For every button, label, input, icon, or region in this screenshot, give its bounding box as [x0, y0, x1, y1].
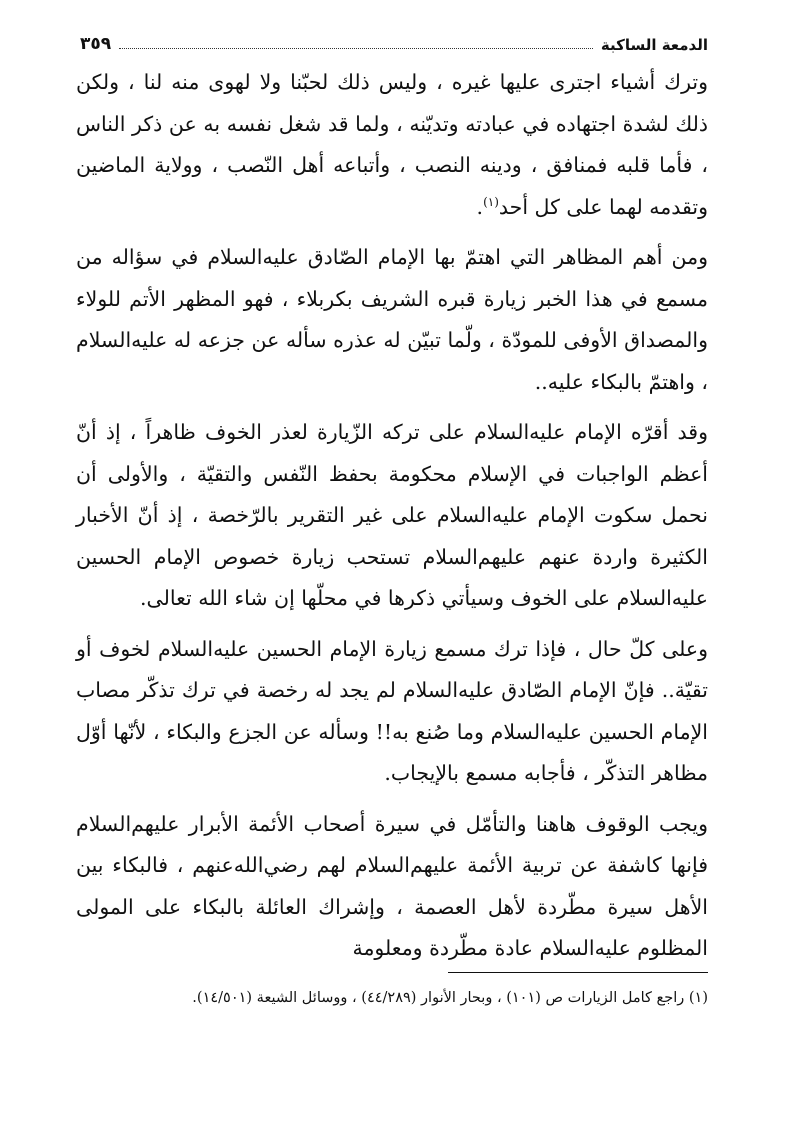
paragraph: وترك أشياء اجترى عليها غيره ، وليس ذلك لحبّنا ولا لهوى منه لنا ، ولكن ذلك لشدة اجتهاده في عبادته وتديّنه ، ولما قد شغل نفسه به عن ذكر الناس ، فأما قلبه فمنافق ، ودينه النصب ، وأتباعه أهل النّصب ، وولاية الماضين وتقدمه لهما على كل أحد$^{(١)}$.	[76, 70, 708, 219]
footnote-divider	[448, 972, 708, 973]
header-dotted-rule	[119, 48, 593, 49]
paragraph: ومن أهم المظاهر التي اهتمّ بها الإمام الصّادق عليه‌السلام في سؤاله من مسمع في هذا الخبر زيارة قبره الشريف بكربلاء ، فهو المظهر الأتم للولاء والمصداق الأوفى للمودّة ، ولّما تبيّن له عذره سأله عن جزعه له عليه‌السلام ، واهتمّ بالبكاء عليه..	[76, 245, 708, 394]
paragraph: ويجب الوقوف هاهنا والتأمّل في سيرة أصحاب الأئمة الأبرار عليهم‌السلام فإنها كاشفة عن تربية الأئمة عليهم‌السلام لهم رضي‌الله‌عنهم ، فالبكاء بين الأهل سيرة مطّردة لأهل العصمة ، وإشراك العائلة بالبكاء على المولى المظلوم عليه‌السلام عادة مطّردة ومعلومة	[76, 811, 708, 960]
running-title: الدمعة الساكبة	[600, 36, 708, 54]
footnote: (١) راجع كامل الزيارات ص (١٠١) ، وبحار الأنوار (٤٤/٢٨٩) ، ووسائل الشيعة (١٤/٥٠١).	[192, 990, 708, 1006]
footnote-marker: (١)	[483, 194, 499, 209]
paragraph: وعلى كلّ حال ، فإذا ترك مسمع زيارة الإمام الحسين عليه‌السلام لخوف أو تقيّة.. فإنّ الإمام الصّادق عليه‌السلام لم يجد له رخصة في ترك تذكّر مصاب الإمام الحسين عليه‌السلام وما صُنع به!! وسأله عن الجزع والبكاء ، لأنّها أوّل مظاهر التذكّر ، فأجابه مسمع بالإيجاب.	[76, 636, 708, 785]
main-text	[76, 62, 708, 979]
page-header	[80, 30, 708, 54]
page-number: ٣٥٩	[80, 34, 112, 54]
paragraph: وقد أقرّه الإمام عليه‌السلام على تركه الزّيارة لعذر الخوف ظاهراً ، إذ أنّ أعظم الواجبات في الإسلام محكومة بحفظ النّفس والتقيّة ، والأولى أن نحمل سكوت الإمام عليه‌السلام على غير التقرير بالرّخصة ، إذ أنّ الأخبار الكثيرة واردة عنهم عليهم‌السلام تستحب زيارة خصوص الإمام الحسين عليه‌السلام على الخوف وسيأتي ذكرها في محلّها إن شاء الله تعالى.	[76, 420, 708, 610]
sentence-end: .	[476, 194, 484, 219]
